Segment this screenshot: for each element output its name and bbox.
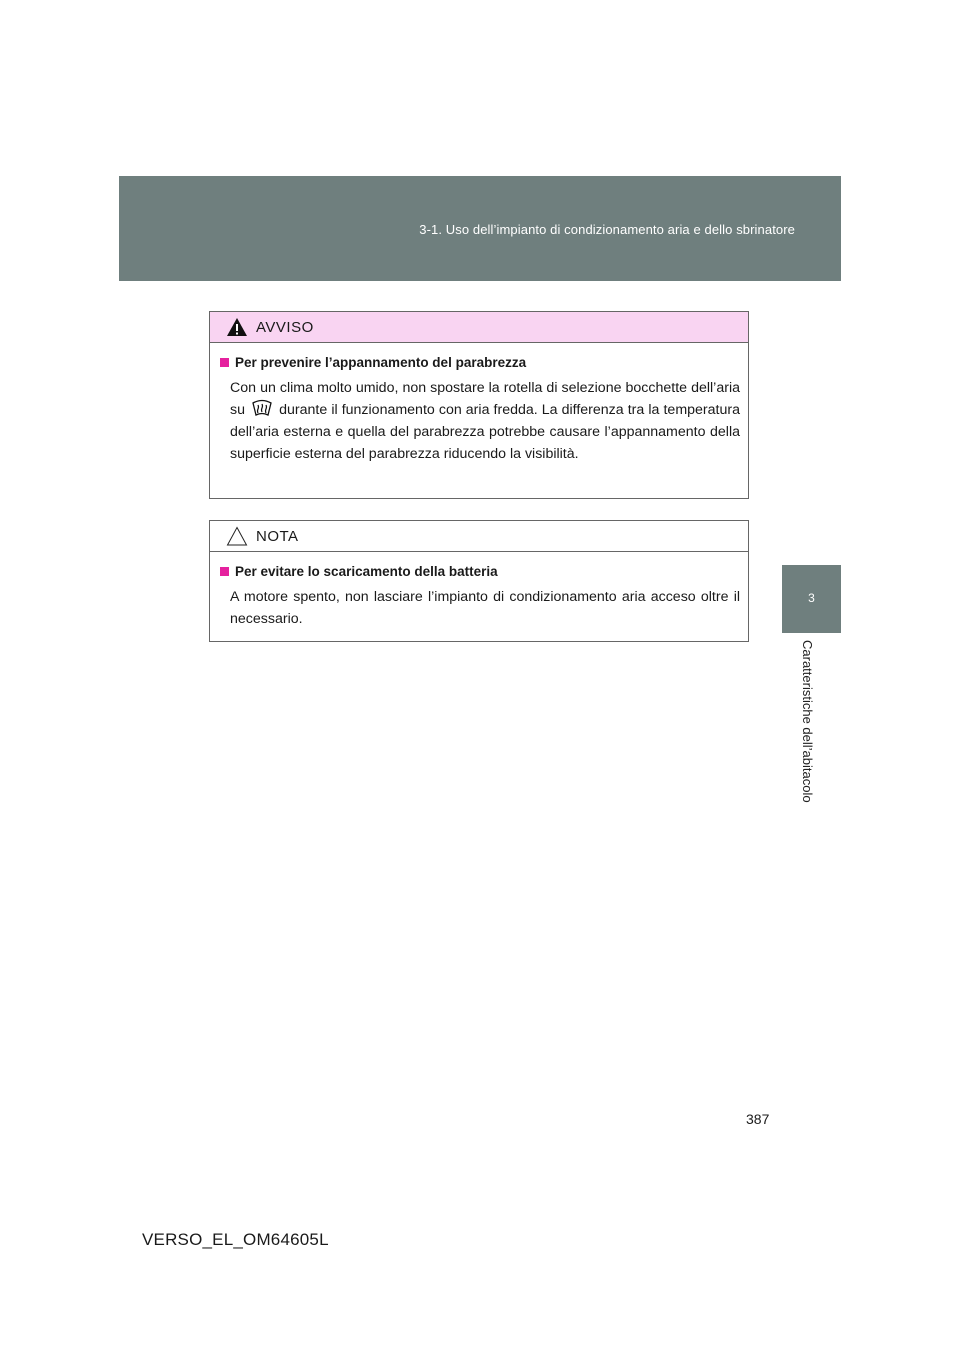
warning-heading: AVVISO xyxy=(256,318,314,336)
note-box xyxy=(209,520,749,642)
note-item-title xyxy=(220,564,740,579)
note-heading: NOTA xyxy=(256,527,299,545)
chapter-tab xyxy=(782,565,841,633)
bullet-square-icon xyxy=(220,358,229,367)
warning-item-title-text: Per prevenire l’appannamento del parabrezza xyxy=(235,355,527,370)
page-number: 387 xyxy=(746,1111,770,1127)
section-title: 3-1. Uso dell’impianto di condizionamento aria e dello sbrinatore xyxy=(419,222,795,237)
document-code: VERSO_EL_OM64605L xyxy=(142,1230,329,1249)
caution-outline-triangle-icon xyxy=(226,526,248,546)
warning-box xyxy=(209,311,749,499)
warning-header xyxy=(210,312,748,343)
note-header xyxy=(210,521,748,552)
windshield-defrost-icon xyxy=(251,399,273,417)
warning-paragraph xyxy=(230,377,740,465)
bullet-square-icon xyxy=(220,567,229,576)
warning-triangle-icon xyxy=(226,317,248,337)
warning-text-part1: Con un clima molto umido, non spostare la rotella di selezione bocchette dell’aria su xyxy=(230,380,740,418)
header-band xyxy=(119,176,841,281)
warning-text-part2: durante il funzionamento con aria fredda. La differenza tra la temperatura dell’aria esterna e quella del parabrezza potrebbe causare l’appannamento della superficie esterna del parabrezza riducendo la visibilità. xyxy=(230,402,740,462)
chapter-title: Caratteristiche dell’abitacolo xyxy=(800,640,815,803)
chapter-number: 3 xyxy=(808,591,815,605)
note-item-title-text: Per evitare lo scaricamento della batteria xyxy=(235,564,498,579)
note-paragraph: A motore spento, non lasciare l’impianto di condizionamento aria acceso oltre il necessario. xyxy=(230,589,740,627)
warning-item-title xyxy=(220,355,740,370)
